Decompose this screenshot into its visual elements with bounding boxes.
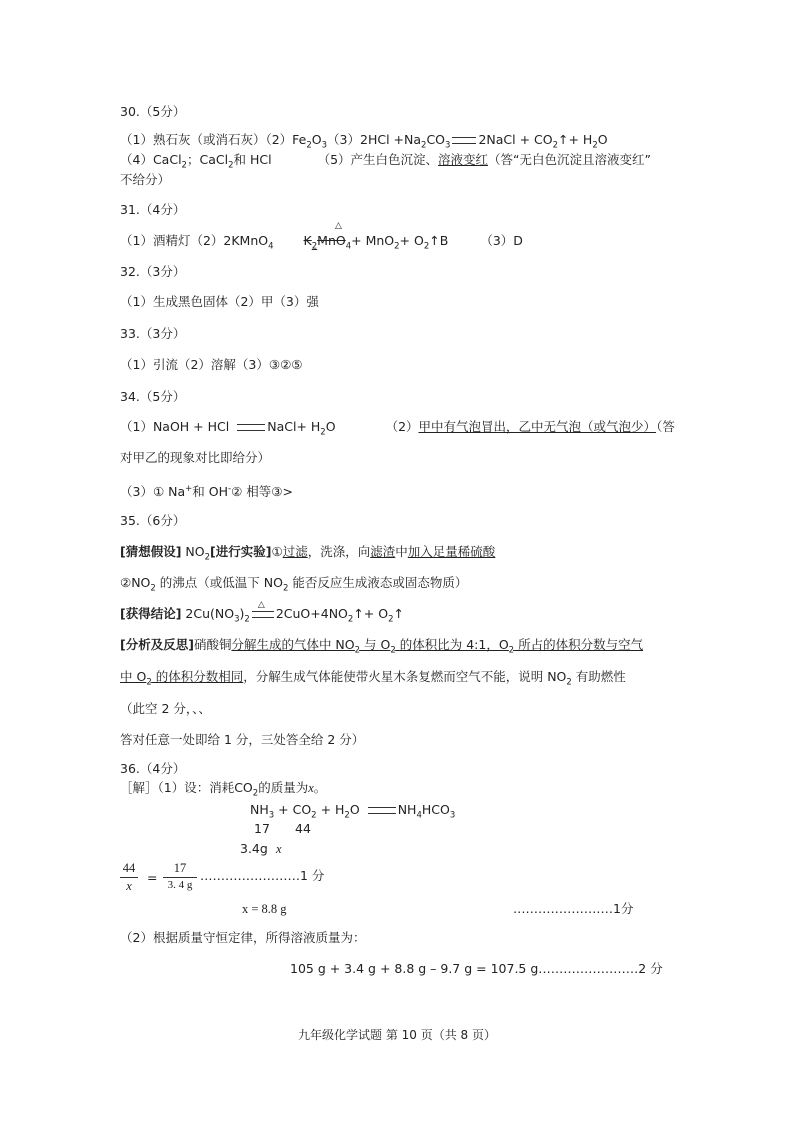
q35-line6: （此空 2 分，、、 [120,701,211,716]
q30-title: 30.（5分） [120,104,186,119]
q35-line5: 中 $O_2$ 的体积分数相同，分解生成气体能使带火星木条复燃而空气不能，说明 $NO_2$ 有助燃性 [120,669,626,688]
equals-sign [237,424,265,431]
given-mass: 3.4g [240,841,268,856]
q36-line3: 105 g + 3.4 g + 8.8 g – 9.7 g = 107.5 g……………………2 分 [290,961,663,976]
q35-line7: 答对任意一处即给 1 分，三处答全给 2 分） [120,732,365,747]
q30-line3: 不给分） [120,172,171,187]
q34-line1: （1）NaOH + HCl NaCl+ $H_2O$ （2）甲中有气泡冒出，乙中无气泡（或气泡少）（答 [120,419,675,438]
fraction-44-over-x: 44 x [120,861,138,894]
q31-line1: （1）酒精灯（2）2KMnO$_4$ $K_2MnO_4+ MnO_2+$ $O_2↑B$ （3）D [120,233,523,252]
q30-line1: （1）熟石灰（或消石灰）$(2)Fe_2O_3(3)2HCl +Na_2CO_3$ 2NaCl + $CO_2↑+ H_2O$ [120,132,608,151]
q35-title: 35.（6分） [120,513,186,528]
fraction-equals: = [147,870,158,885]
q36-line1: ［解］（1）设：消耗$CO_2$的质量为x。 [120,780,327,799]
q35-line4: [分析及反思]硝酸铜分解生成的气体中 $NO_2$ 与 $O_2$ 的体积比为 4:1，$O_2$ 所占的体积分数与空气 [120,637,644,656]
q33-line1: （1）引流（2）溶解（3）③②⑤ [120,357,303,372]
q34-line3: （3）① Na+和 OH-② 相等③> [120,484,293,500]
q30-line2: （4）CaCl$_2$；CaCl$_2$和 HCl （5）产生白色沉淀、溶液变红（答“无白色沉淀且溶液变红” [120,152,651,171]
q34-title: 34.（5分） [120,389,186,404]
q36-title: 36.（4分） [120,761,186,776]
fraction-17-over-mass: 17 3. 4 g [163,861,197,891]
q36-equation: $NH_3 + CO_2 + H_2O$ $NH_4HCO_3$ [250,802,456,821]
equals-sign [452,137,476,144]
q33-title: 33.（3分） [120,326,186,341]
q31-title: 31.（4分） [120,202,186,217]
heat-triangle: △ [257,600,265,610]
molar-mass-nh3: 17 [254,821,270,836]
score-2: ……………………1分 [513,901,634,916]
heat-equals-sign [252,600,274,618]
q35-line1: [猜想假设] $NO_2$[进行实验]①过滤，洗涤，向滤渣中加入足量稀硫酸 [120,544,496,563]
q35-line3: [获得结论] $2Cu(NO_3)_2$ △ $2CuO+4NO_2↑+$ $O_2↑$ [120,600,404,625]
q32-line1: （1）生成黑色固体（2）甲（3）强 [120,294,319,309]
result-x: x = 8.8 g [242,902,287,916]
q32-title: 32.（3分） [120,264,186,279]
equals-sign [368,807,396,814]
score-1: ……………………1 分 [200,868,325,883]
page-footer: 九年级化学试题 第 10 页（共 8 页） [298,1028,496,1042]
q35-line2: $②NO_2$ 的沸点（或低温下 $NO_2$ 能否反应生成液态或固态物质） [120,575,468,594]
molar-mass-co2: 44 [295,821,311,836]
unknown-mass: x [276,842,282,856]
q36-line2: （2）根据质量守恒定律，所得溶液质量为： [120,930,366,945]
heat-triangle: △ [335,221,342,231]
q34-line2: 对甲乙的现象对比即给分） [120,450,271,465]
